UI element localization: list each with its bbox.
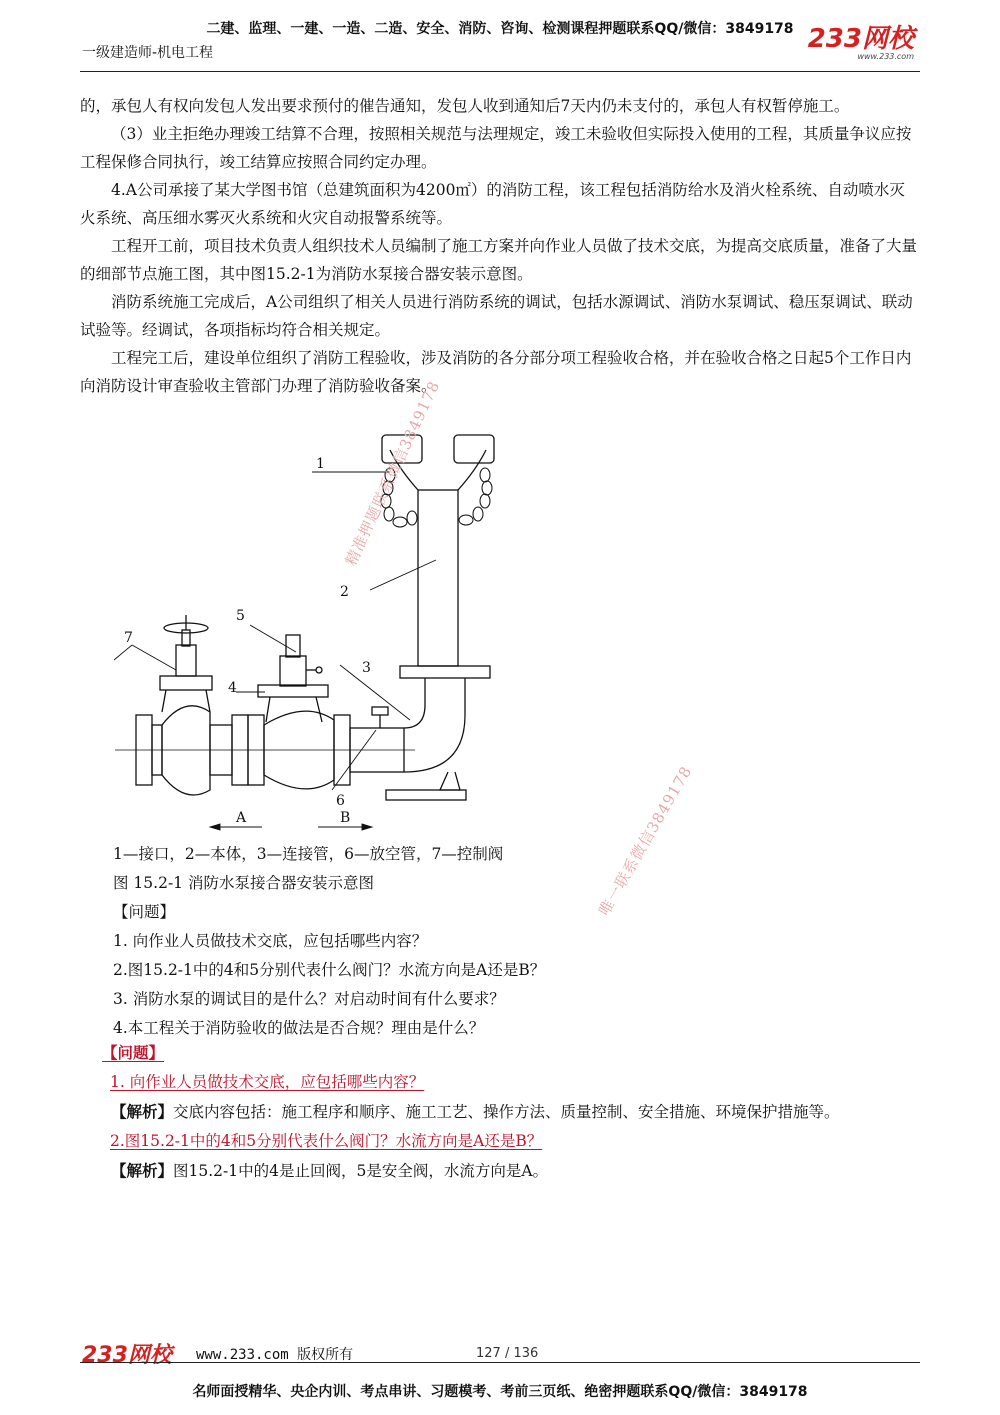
label-3: 3 (362, 660, 371, 676)
footer-promo-line: 名师面授精华、央企内训、考点串讲、习题模考、考前三页纸、绝密押题联系QQ/微信：3849178 (192, 1384, 808, 1400)
document-subtitle: 一级建造师-机电工程 (82, 45, 214, 61)
paragraph: 消防系统施工完成后，A公司组织了相关人员进行消防系统的调试，包括水源调试、消防水泵调试、稳压泵调试、联动试验等。经调试，各项指标均符合相关规定。 (80, 293, 913, 339)
watermark: 精准押题联系微信3849178 (341, 377, 444, 569)
bend-inner (404, 678, 425, 728)
safety-valve (280, 656, 306, 686)
watermark: 唯一联系微信3849178 (595, 762, 696, 919)
analysis-tag: 【解析】 (111, 1161, 174, 1180)
header-divider (80, 71, 920, 72)
answers-heading: 【问题】 (102, 1043, 165, 1062)
gate-valve-body (162, 706, 210, 795)
header-promo-line: 二建、监理、一建、一造、二造、安全、消防、咨询、检测课程押题联系QQ/微信：3849178 (206, 21, 794, 37)
question-item: 2.图15.2-1中的4和5分别代表什么阀门？水流方向是A还是B？ (113, 961, 546, 979)
label-6: 6 (336, 793, 345, 809)
body-text (80, 92, 920, 400)
analysis-tag: 【解析】 (111, 1102, 174, 1121)
direction-b: B (340, 810, 351, 826)
answers-area (80, 1038, 920, 1186)
questions-heading: 【问题】 (113, 903, 176, 921)
analysis-text: 交底内容包括：施工程序和顺序、施工工艺、操作方法、质量控制、安全措施、环境保护措施等。 (173, 1103, 840, 1121)
question-item: 4.本工程关于消防验收的做法是否合规？理由是什么？ (113, 1019, 485, 1037)
figure-caption-area (113, 840, 873, 1043)
footer-logo: 233网校 (82, 1343, 172, 1368)
figure-caption: 图 15.2-1 消防水泵接合器安装示意图 (113, 874, 374, 892)
diagram-svg (100, 430, 600, 840)
pump-connector-diagram (100, 430, 600, 840)
footer-copyright: www.233.com 版权所有 (196, 1347, 354, 1363)
question-item: 1. 向作业人员做技术交底，应包括哪些内容？ (113, 932, 428, 950)
riser-body (418, 490, 458, 666)
paragraph: 工程完工后，建设单位组织了消防工程验收，涉及消防的各分部分项工程验收合格，并在验收合格之日起5个工作日内向消防设计审查验收主管部门办理了消防验收备案。 (80, 349, 912, 395)
label-1: 1 (316, 456, 325, 472)
footer-divider (80, 1362, 920, 1363)
brand-logo-top (808, 26, 914, 61)
paragraph: 的，承包人有权向发包人发出要求预付的催告通知，发包人收到通知后7天内仍未支付的，承包人有权暂停施工。 (80, 97, 850, 115)
paragraph: （3）业主拒绝办理竣工结算不合理，按照相关规范与法理规定，竣工未验收但实际投入使用的工程，其质量争议应按工程保修合同执行，竣工结算应按照合同约定办理。 (80, 125, 912, 171)
paragraph: 工程开工前，项目技术负责人组织技术人员编制了施工方案并向作业人员做了技术交底，为提高交底质量，准备了大量的细部节点施工图，其中图15.2-1为消防水泵接合器安装示意图。 (80, 237, 918, 283)
label-2: 2 (340, 584, 349, 600)
bend-outer (404, 678, 465, 772)
base-plate (386, 790, 466, 800)
brand-logo-url: www.233.com (857, 52, 914, 61)
paragraph: 4.A公司承接了某大学图书馆（总建筑面积为4200㎡）的消防工程，该工程包括消防给水及消火栓系统、自动喷水灭火系统、高压细水雾灭火系统和火灾自动报警系统等。 (80, 181, 905, 227)
figure-legend: 1—接口，2—本体，3—连接管，6—放空管，7—控制阀 (113, 845, 504, 863)
label-4: 4 (228, 680, 237, 696)
answer-question-1: 1. 向作业人员做技术交底，应包括哪些内容？ (110, 1073, 425, 1091)
label-7: 7 (124, 630, 133, 646)
label-5: 5 (236, 608, 245, 624)
question-item: 3. 消防水泵的调试目的是什么？对启动时间有什么要求？ (113, 990, 505, 1008)
analysis-text: 图15.2-1中的4是止回阀，5是安全阀，水流方向是A。 (173, 1162, 549, 1180)
brand-logo-text: 233网校 (807, 24, 914, 54)
answer-question-2: 2.图15.2-1中的4和5分别代表什么阀门？水流方向是A还是B？ (110, 1132, 543, 1150)
page-number: 127 / 136 (476, 1346, 539, 1361)
direction-a: A (236, 810, 247, 826)
